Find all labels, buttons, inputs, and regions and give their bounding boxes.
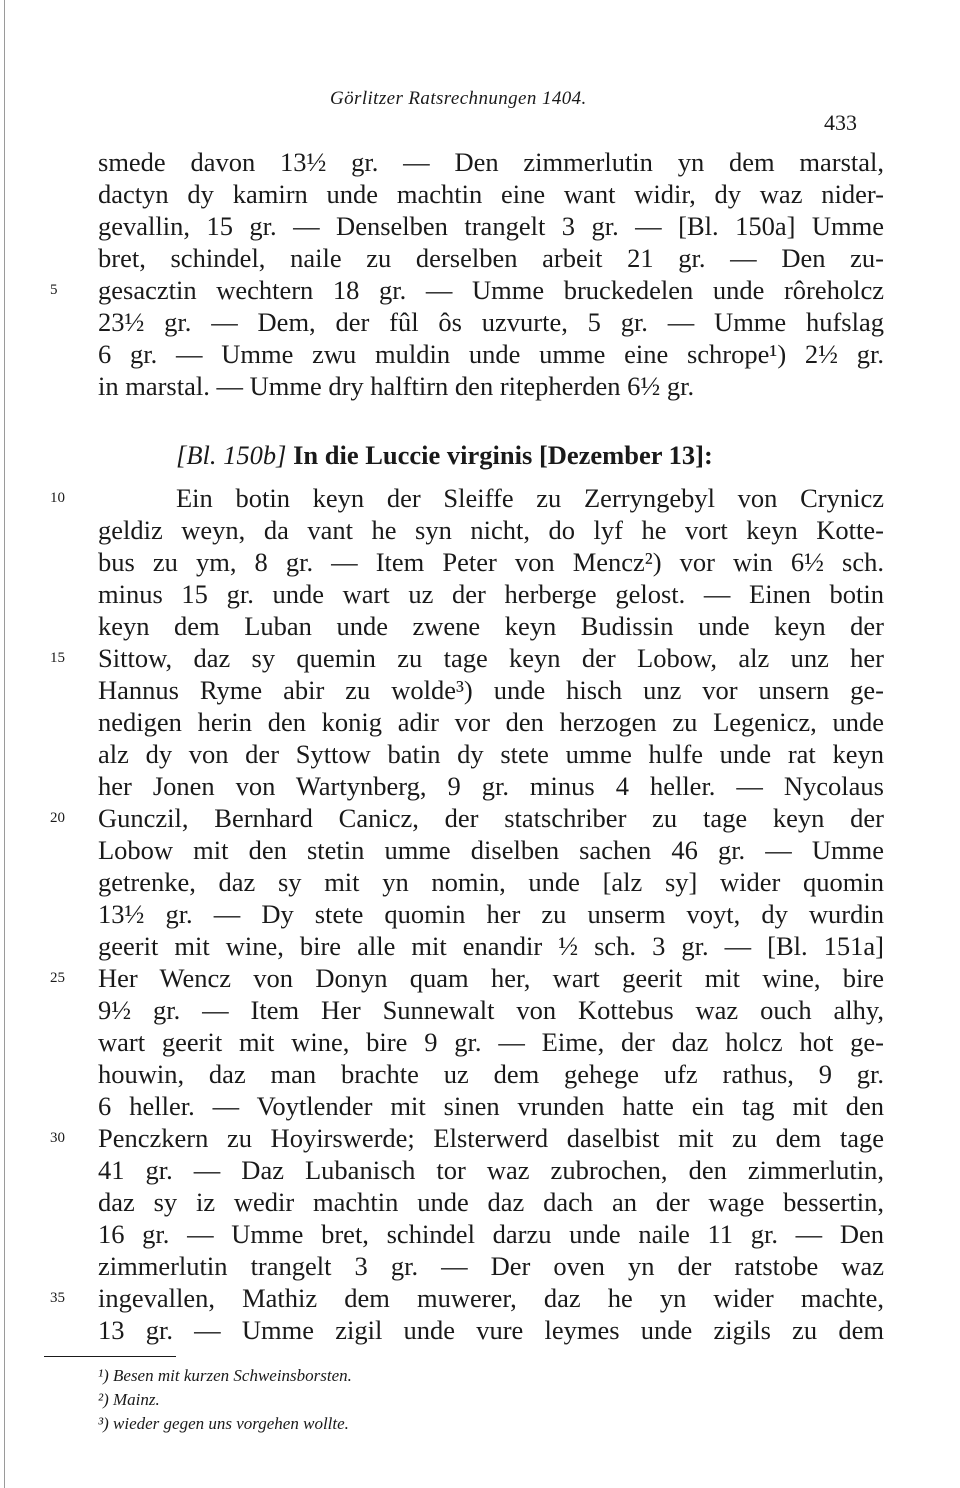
text-line: smede davon 13½ gr. — Den zimmerlutin yn dem marstal,: [98, 147, 884, 177]
text-line: bus zu ym, 8 gr. — Item Peter von Mencz²) vor win 6½ sch.: [98, 547, 884, 577]
section-heading: [176, 440, 713, 471]
running-head: Görlitzer Ratsrechnungen 1404.: [330, 88, 587, 109]
line-number: 30: [50, 1130, 65, 1146]
text-line: Her Wencz von Donyn quam her, wart geerit mit wine, bire: [98, 963, 884, 993]
text-line: gesacztin wechtern 18 gr. — Umme bruckedelen unde rôreholcz: [98, 275, 884, 305]
text-line: getrenke, daz sy mit yn nomin, unde [alz sy] wider quomin: [98, 867, 884, 897]
text-line: nedigen herin den konig adir vor den herzogen zu Legenicz, unde: [98, 707, 884, 737]
text-line: alz dy von der Syttow batin dy stete umme hulfe unde rat keyn: [98, 739, 884, 769]
footnote-rule: [44, 1356, 176, 1357]
folio-reference: [Bl. 150b]: [176, 440, 287, 470]
text-line: ingevallen, Mathiz dem muwerer, daz he yn wider machte,: [98, 1283, 884, 1313]
line-number: 25: [50, 970, 65, 986]
text-line: wart geerit mit wine, bire 9 gr. — Eime, der daz holcz hot ge-: [98, 1027, 884, 1057]
text-line: Sittow, daz sy quemin zu tage keyn der Lobow, alz unz her: [98, 643, 884, 673]
text-line: Hannus Ryme abir zu wolde³) unde hisch unz vor unsern ge-: [98, 675, 884, 705]
text-line: geldiz weyn, da vant he syn nicht, do lyf he vort keyn Kotte-: [98, 515, 884, 545]
text-line: zimmerlutin trangelt 3 gr. — Der oven yn der ratstobe waz: [98, 1251, 884, 1281]
text-line: geerit mit wine, bire alle mit enandir ½ sch. 3 gr. — [Bl. 151a]: [98, 931, 884, 961]
text-line: minus 15 gr. unde wart uz der herberge gelost. — Einen botin: [98, 579, 884, 609]
footnote: ²) Mainz.: [98, 1390, 160, 1409]
text-line: in marstal. — Umme dry halftirn den ritepherden 6½ gr.: [98, 371, 695, 401]
text-line: 41 gr. — Daz Lubanisch tor waz zubrochen, den zimmerlutin,: [98, 1155, 884, 1185]
text-line: 13 gr. — Umme zigil unde vure leymes unde zigils zu dem: [98, 1315, 884, 1345]
text-line: Ein botin keyn der Sleiffe zu Zerryngebyl von Crynicz: [176, 483, 884, 513]
text-line: daz sy iz wedir machtin unde daz dach an der wage bessertin,: [98, 1187, 884, 1217]
text-line: Lobow mit den stetin umme diselben sachen 46 gr. — Umme: [98, 835, 884, 865]
text-line: 6 heller. — Voytlender mit sinen vrunden hatte ein tag mit den: [98, 1091, 884, 1121]
text-line: Gunczil, Bernhard Canicz, der statschriber zu tage keyn der: [98, 803, 884, 833]
text-line: 13½ gr. — Dy stete quomin her zu unserm voyt, dy wurdin: [98, 899, 884, 929]
text-line: dactyn dy kamirn unde machtin eine want widir, dy waz nider-: [98, 179, 884, 209]
line-number: 35: [50, 1290, 65, 1306]
text-line: 16 gr. — Umme bret, schindel darzu unde naile 11 gr. — Den: [98, 1219, 884, 1249]
text-line: houwin, daz man brachte uz dem gehege ufz rathus, 9 gr.: [98, 1059, 884, 1089]
text-line: bret, schindel, naile zu derselben arbeit 21 gr. — Den zu-: [98, 243, 884, 273]
text-line: keyn dem Luban unde zwene keyn Budissin unde keyn der: [98, 611, 884, 641]
footnote: ³) wieder gegen uns vorgehen wollte.: [98, 1414, 349, 1433]
line-number: 10: [50, 490, 65, 506]
line-number: 5: [50, 282, 58, 298]
heading-title: In die Luccie virginis [Dezember 13]:: [293, 440, 713, 470]
text-line: gevallin, 15 gr. — Denselben trangelt 3 gr. — [Bl. 150a] Umme: [98, 211, 884, 241]
text-line: 23½ gr. — Dem, der fûl ôs uzvurte, 5 gr. — Umme hufslag: [98, 307, 884, 337]
text-line: her Jonen von Wartynberg, 9 gr. minus 4 heller. — Nycolaus: [98, 771, 884, 801]
text-line: 6 gr. — Umme zwu muldin unde umme eine schrope¹) 2½ gr.: [98, 339, 884, 369]
line-number: 15: [50, 650, 65, 666]
page-number: 433: [824, 110, 857, 135]
line-number: 20: [50, 810, 65, 826]
footnote: ¹) Besen mit kurzen Schweinsborsten.: [98, 1366, 352, 1385]
text-line: Penczkern zu Hoyirswerde; Elsterwerd daselbist mit zu dem tage: [98, 1123, 884, 1153]
text-line: 9½ gr. — Item Her Sunnewalt von Kottebus waz ouch alhy,: [98, 995, 884, 1025]
page-edge-rule: [4, 0, 5, 1488]
